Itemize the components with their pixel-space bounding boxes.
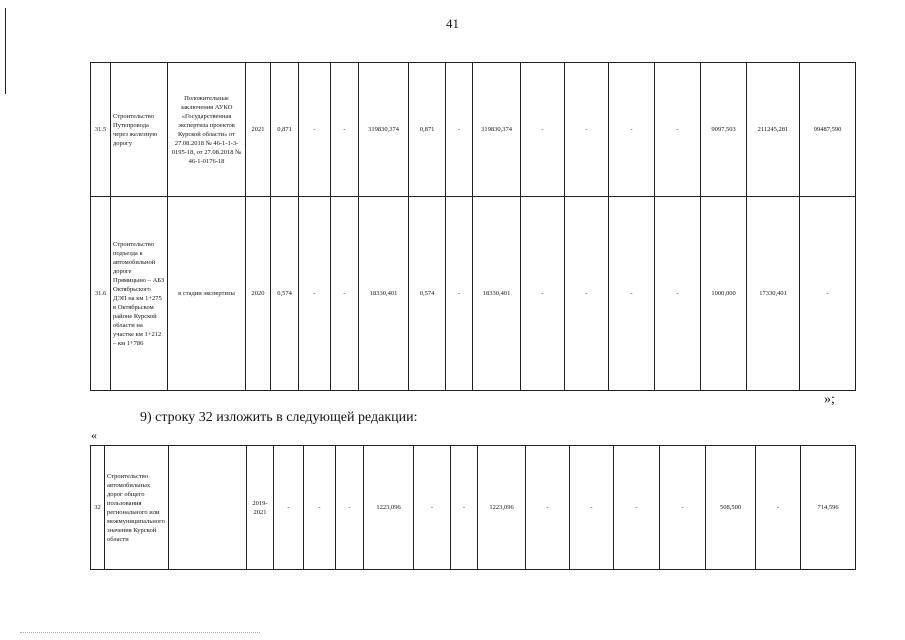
cell: 0,574: [409, 197, 446, 391]
cell: 17330,401: [747, 197, 800, 391]
cell: -: [526, 446, 570, 570]
cell: -: [331, 63, 359, 197]
cell: 0,574: [271, 197, 299, 391]
cell: -: [414, 446, 451, 570]
cell: -: [756, 446, 801, 570]
cell: 9097,503: [701, 63, 747, 197]
object-name: Строительство автомобильных дорог общего пользования регионального или межмуниципального значения Курской области: [105, 446, 169, 570]
cell: -: [521, 197, 565, 391]
closing-quote: »;: [824, 392, 835, 407]
cell: 0,871: [271, 63, 299, 197]
cell: -: [609, 63, 655, 197]
cell: 0,871: [409, 63, 446, 197]
table-row: [91, 63, 856, 197]
year: 2021: [246, 63, 271, 197]
cell: 319830,374: [473, 63, 521, 197]
row-number: 31.6: [91, 197, 111, 391]
cell: -: [800, 197, 856, 391]
cell: 1223,096: [364, 446, 414, 570]
cell: -: [331, 197, 359, 391]
cell: -: [655, 197, 701, 391]
cell: -: [609, 197, 655, 391]
cell: 211245,281: [747, 63, 800, 197]
cell: -: [614, 446, 660, 570]
object-name: Строительство подъезда к автомобильной дороге Прямицыно – АБЗ Октябрьского ДЭП на км 1+275 в Октябрьском районе Курской области на участке км 1+212 – км 1+786: [111, 197, 168, 391]
cell: -: [446, 197, 473, 391]
cell: 99487,590: [800, 63, 856, 197]
table-row: [91, 197, 856, 391]
expertise-status: в стадии экспертизы: [168, 197, 246, 391]
year: 2020: [246, 197, 271, 391]
row-32-table: [90, 445, 856, 570]
cell: -: [299, 63, 331, 197]
cell: 319830,374: [359, 63, 409, 197]
row-number: 32: [91, 446, 105, 570]
cell: -: [655, 63, 701, 197]
cell: -: [274, 446, 304, 570]
cell: -: [570, 446, 614, 570]
footer-dotted-line: [20, 632, 260, 634]
cell: 18330,401: [473, 197, 521, 391]
cell: -: [565, 197, 609, 391]
cell: -: [446, 63, 473, 197]
cell: 1223,096: [478, 446, 526, 570]
cell: -: [336, 446, 364, 570]
cell: -: [299, 197, 331, 391]
cell: -: [521, 63, 565, 197]
investment-table: [90, 62, 856, 391]
opening-quote: «: [91, 428, 97, 442]
expertise-status: [169, 446, 247, 570]
expertise-status: Положительные заключения АУКО «Государственная экспертиза проектов Курской области» от 27.08.2018 № 46-1-1-3-0195-18, от 27.08.2018 № 46-1-0176-18: [168, 63, 246, 197]
instruction-text: 9) строку 32 изложить в следующей редакции:: [140, 410, 418, 425]
cell: 1000,000: [701, 197, 747, 391]
table-row: [91, 446, 856, 570]
year: 2019-2021: [247, 446, 274, 570]
cell: -: [660, 446, 706, 570]
cell: 714,596: [801, 446, 856, 570]
cell: -: [565, 63, 609, 197]
cell: -: [304, 446, 336, 570]
object-name: Строительство Путепровода через железную дорогу: [111, 63, 168, 197]
row-number: 31.5: [91, 63, 111, 197]
cell: 508,500: [706, 446, 756, 570]
page-number: 41: [446, 16, 459, 31]
cell: -: [451, 446, 478, 570]
cell: 18330,401: [359, 197, 409, 391]
